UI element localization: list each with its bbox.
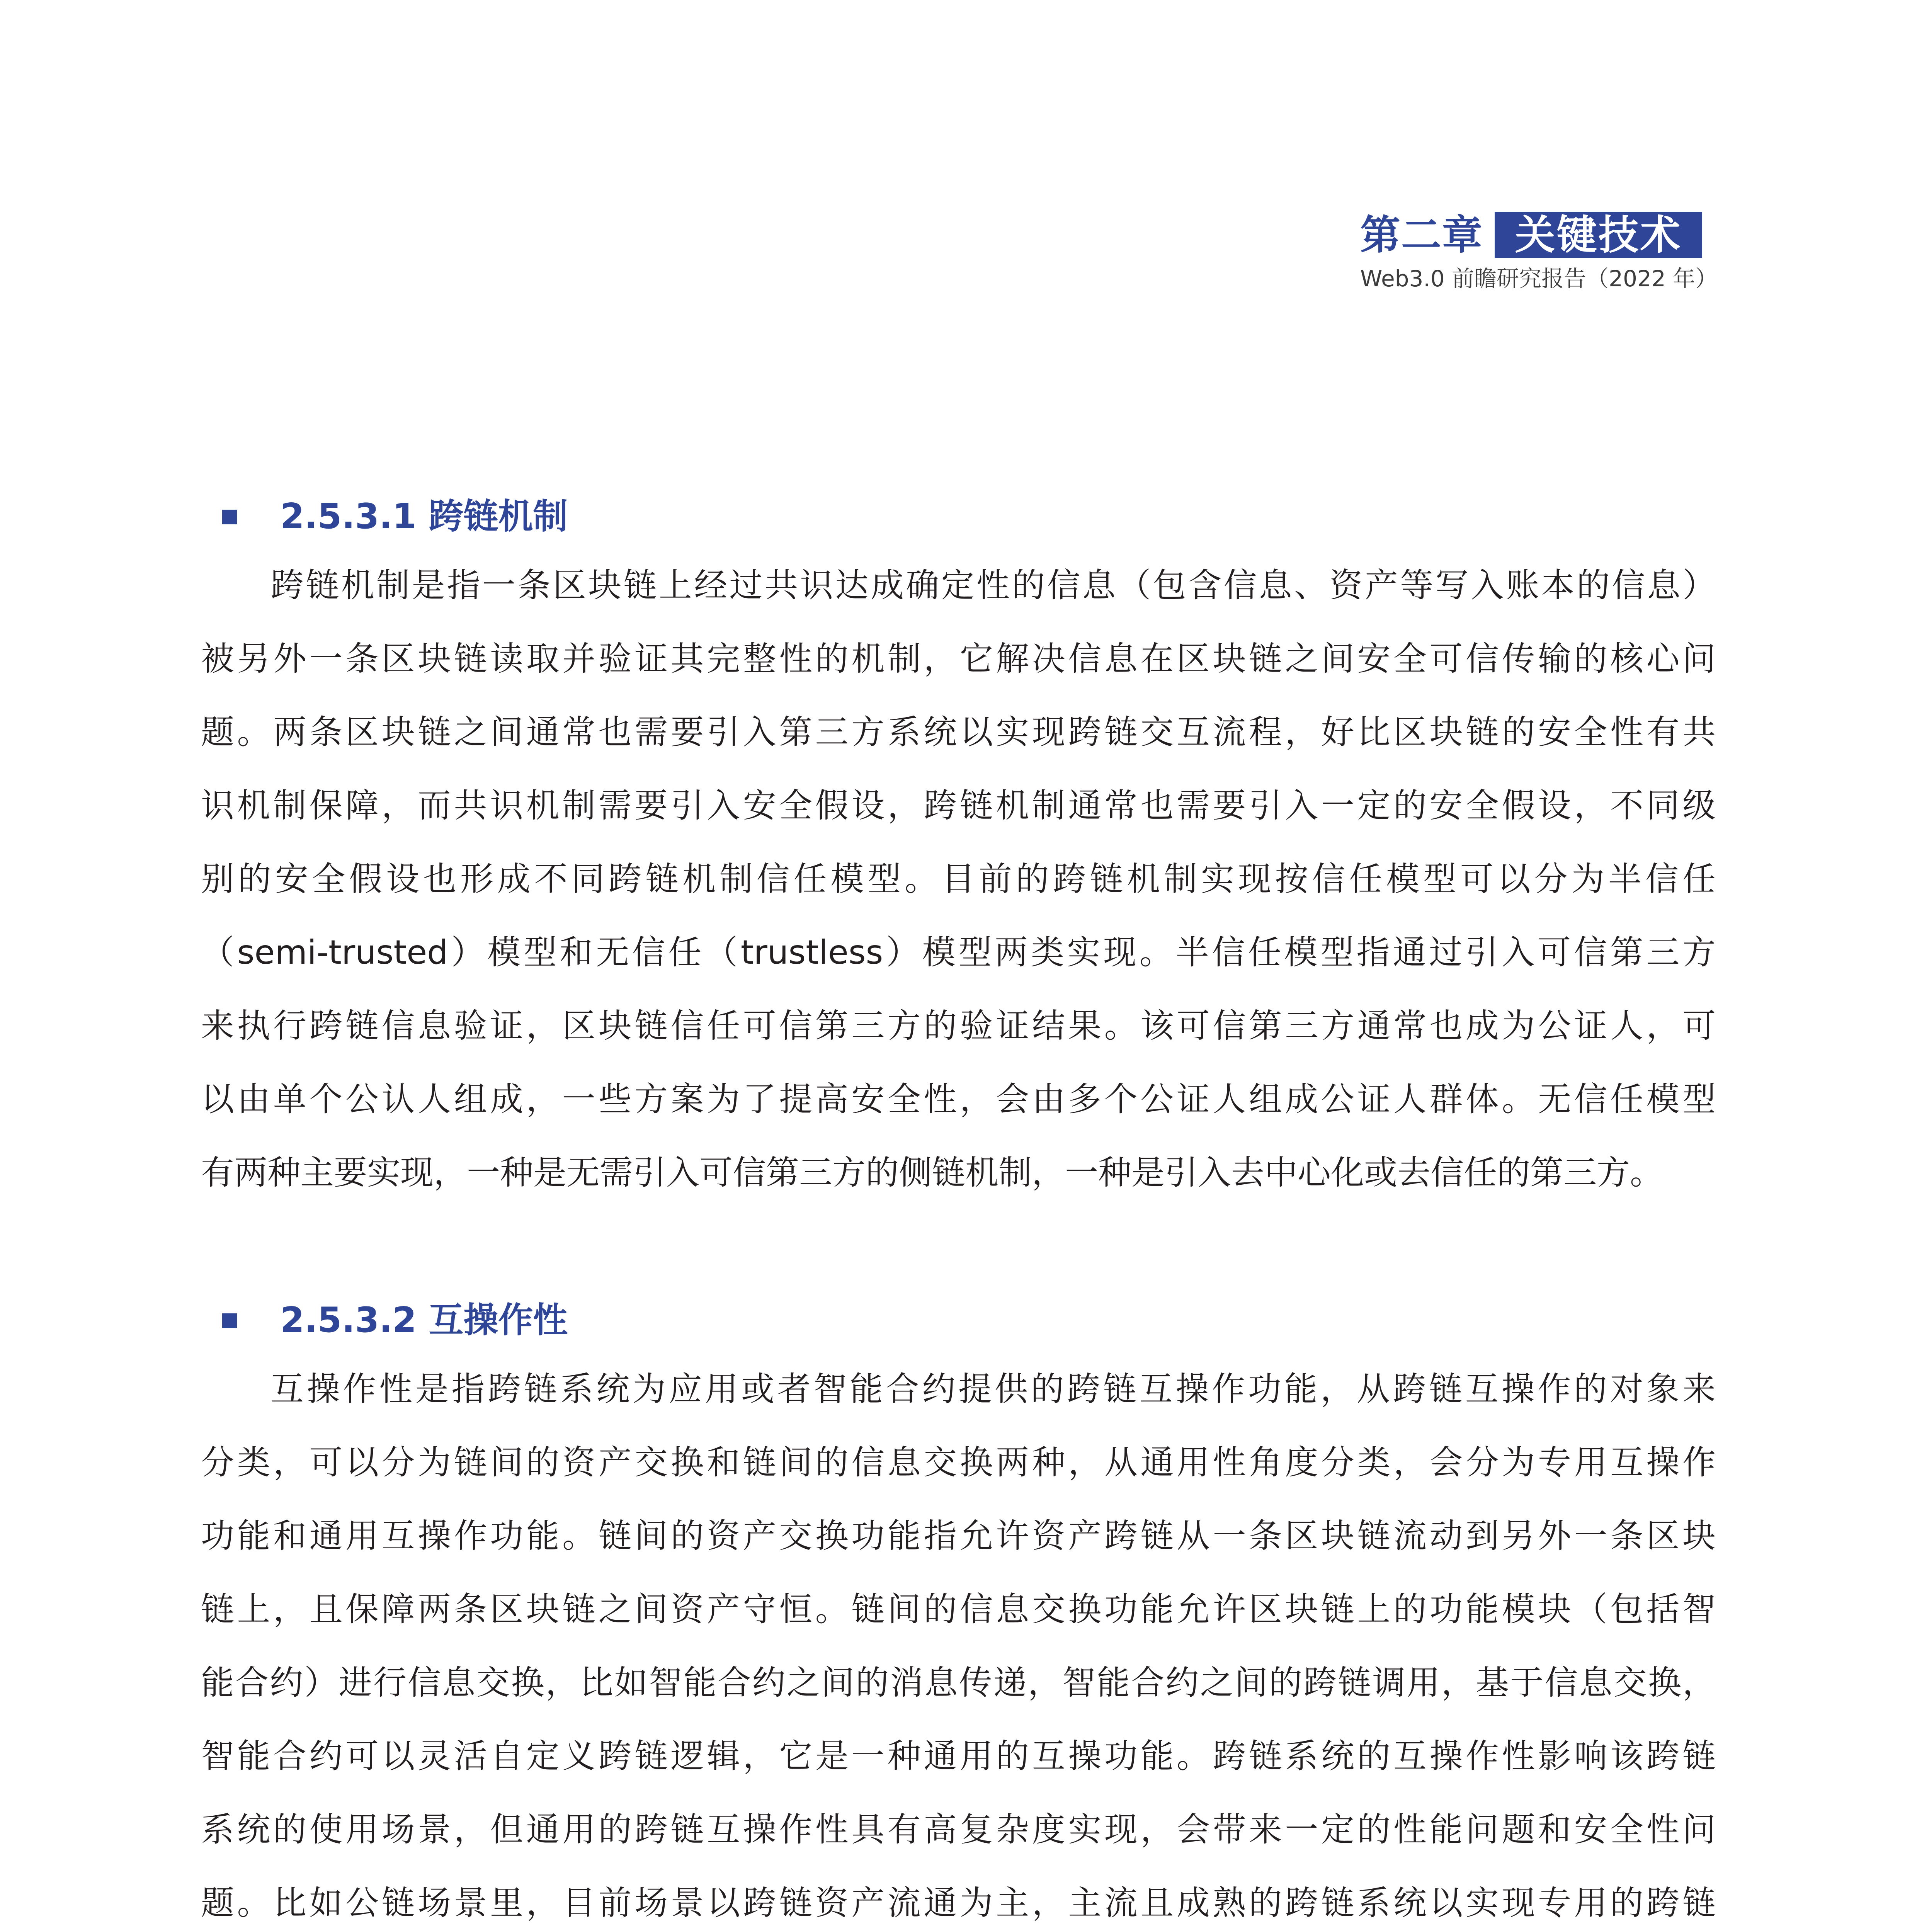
text-line: 智能合约可以灵活自定义跨链逻辑，它是一种通用的互操功能。跨链系统的互操作性影响该跨链 — [201, 1737, 1716, 1776]
text-line: 别的安全假设也形成不同跨链机制信任模型。目前的跨链机制实现按信任模型可以分为半信任 — [201, 860, 1716, 898]
text-line: 互操作性是指跨链系统为应用或者智能合约提供的跨链互操作功能，从跨链互操作的对象来 — [270, 1370, 1716, 1408]
section-paragraph — [201, 549, 1716, 1209]
text-line: 分类，可以分为链间的资产交换和链间的信息交换两种，从通用性角度分类，会分为专用互操作 — [201, 1443, 1716, 1482]
chapter-label — [1360, 212, 1702, 258]
text-line: 链上，且保障两条区块链之间资产守恒。链间的信息交换功能允许区块链上的功能模块（包括智 — [201, 1590, 1716, 1629]
text-line: 题。比如公链场景里，目前场景以跨链资产流通为主，主流且成熟的跨链系统以实现专用的跨链 — [201, 1884, 1716, 1922]
text-line: 能合约）进行信息交换，比如智能合约之间的消息传递，智能合约之间的跨链调用，基于信息交换， — [201, 1663, 1716, 1702]
text-line: 跨链机制是指一条区块链上经过共识达成确定性的信息（包含信息、资产等写入账本的信息） — [270, 566, 1716, 605]
running-header — [1360, 211, 1718, 297]
square-bullet-icon — [222, 1313, 237, 1328]
chapter-number: 第二章 — [1360, 211, 1483, 259]
text-line: 来执行跨链信息验证，区块链信任可信第三方的验证结果。该可信第三方通常也成为公证人，可 — [201, 1007, 1716, 1045]
text-line: 以由单个公认人组成，一些方案为了提高安全性，会由多个公证人组成公证人群体。无信任模型 — [201, 1080, 1716, 1119]
text-line: 被另外一条区块链读取并验证其完整性的机制，它解决信息在区块链之间安全可信传输的核心问 — [201, 639, 1716, 678]
section-title: 2.5.3.2 互操作性 — [280, 1300, 568, 1340]
text-line: 功能和通用互操作功能。链间的资产交换功能指允许资产跨链从一条区块链流动到另外一条区块 — [201, 1517, 1716, 1555]
text-line: 系统的使用场景，但通用的跨链互操作性具有高复杂度实现，会带来一定的性能问题和安全性问 — [201, 1810, 1716, 1849]
text-line: 题。两条区块链之间通常也需要引入第三方系统以实现跨链交互流程，好比区块链的安全性有共 — [201, 713, 1716, 752]
section-heading — [222, 495, 1691, 538]
square-bullet-icon — [222, 510, 237, 524]
section-heading — [222, 1299, 1691, 1342]
text-line: （semi-trusted）模型和无信任（trustless）模型两类实现。半信任模型指通过引入可信第三方 — [201, 933, 1716, 972]
section-title: 2.5.3.1 跨链机制 — [280, 496, 568, 537]
section-paragraph — [201, 1352, 1716, 1932]
text-line: 有两种主要实现，一种是无需引入可信第三方的侧链机制，一种是引入去中心化或去信任的第三方。 — [201, 1153, 1663, 1192]
chapter-title: 关键技术 — [1495, 212, 1702, 258]
text-line: 识机制保障，而共识机制需要引入安全假设，跨链机制通常也需要引入一定的安全假设，不同级 — [201, 786, 1716, 825]
report-title: Web3.0 前瞻研究报告（2022 年） — [1360, 265, 1718, 292]
